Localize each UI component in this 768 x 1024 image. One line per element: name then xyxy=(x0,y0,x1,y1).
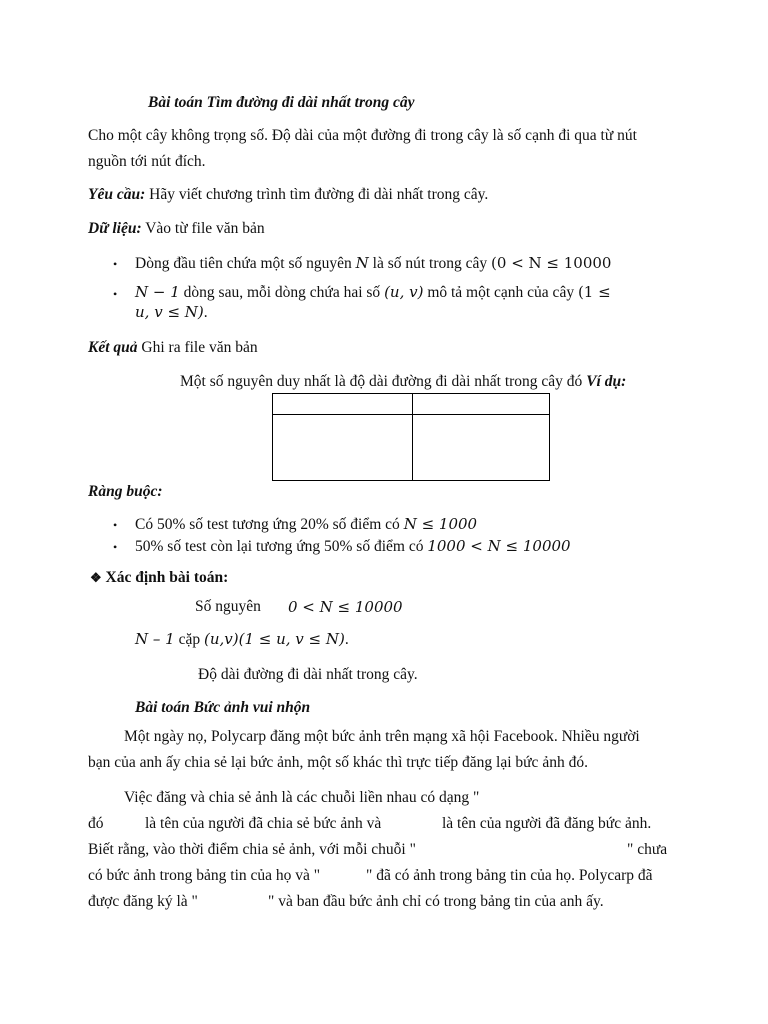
define-input-1-math xyxy=(288,598,403,618)
d2-math1: N – 1 xyxy=(135,630,175,648)
p2-line-5b: " và ban đầu bức ảnh chỉ có trong bảng tin của anh ấy. xyxy=(268,893,604,910)
c2-math: 1000 < N ≤ 10000 xyxy=(427,537,571,555)
problem2-title: Bài toán Bức ảnh vui nhộn xyxy=(135,699,311,716)
intro-line-2: nguồn tới nút đích. xyxy=(88,153,206,170)
define-output: Độ dài đường đi dài nhất trong cây. xyxy=(198,666,418,683)
p2-line-3b: " chưa xyxy=(627,841,668,858)
table-border xyxy=(272,393,550,481)
b1-text2: là số nút trong cây xyxy=(368,255,492,272)
define-label: Xác định bài toán: xyxy=(105,569,229,586)
p1-line-1: Một ngày nọ, Polycarp đăng một bức ảnh trên mạng xã hội Facebook. Nhiều người xyxy=(124,728,640,745)
p2-line-2b: là tên của người đã chia sẻ bức ảnh và xyxy=(145,815,382,832)
table-header-divider xyxy=(272,414,549,415)
problem1-title: Bài toán Tìm đường đi dài nhất trong cây xyxy=(148,94,415,111)
b1-text: Dòng đầu tiên chứa một số nguyên xyxy=(135,255,356,272)
b2-end: . xyxy=(203,304,208,321)
input-data-label: Dữ liệu: xyxy=(88,220,142,237)
input-data-text: Vào từ file văn bản xyxy=(141,220,265,237)
p2-line-5a: được đăng ký là " xyxy=(88,893,198,910)
constraint-2 xyxy=(135,537,571,557)
define-input-1 xyxy=(195,598,261,617)
d2-end: . xyxy=(344,631,349,648)
b2-math2: (u, v) xyxy=(384,283,424,301)
c1-text: Có 50% số test tương ứng 20% số điểm có xyxy=(135,516,404,533)
requirement-label: Yêu cầu: xyxy=(88,186,146,203)
b1-math: (0 < N ≤ 10000 xyxy=(491,254,612,272)
p2-line-2c: là tên của người đã đăng bức ảnh. xyxy=(442,815,652,832)
c1-math: N ≤ 1000 xyxy=(403,515,478,533)
input-bullet-1 xyxy=(135,254,611,274)
result-label: Kết quả xyxy=(88,339,138,356)
define-input-2 xyxy=(135,630,349,650)
b2-math4: u, v ≤ N) xyxy=(135,303,204,321)
intro-line-1: Cho một cây không trọng số. Độ dài của một đường đi trong cây là số cạnh đi qua từ nút xyxy=(88,127,637,144)
result-description xyxy=(180,373,626,392)
p2-line-3a: Biết rằng, vào thời điểm chia sẻ ảnh, với mỗi chuỗi " xyxy=(88,841,416,858)
example-label: Ví dụ: xyxy=(586,373,627,390)
table-column-divider xyxy=(412,393,413,480)
d2-text: cặp xyxy=(178,631,204,648)
d1-math: 0 < N ≤ 10000 xyxy=(288,598,403,616)
requirement xyxy=(88,186,488,205)
p2-line-1: Việc đăng và chia sẻ ảnh là các chuỗi liền nhau có dạng " xyxy=(124,789,480,806)
bullet-icon: • xyxy=(113,257,118,271)
input-bullet-2 xyxy=(135,283,611,303)
p1-line-2: bạn của anh ấy chia sẻ lại bức ảnh, một số khác thì trực tiếp đăng lại bức ảnh đó. xyxy=(88,754,588,771)
b2-text: dòng sau, mỗi dòng chứa hai số xyxy=(179,284,385,301)
constraint-label: Ràng buộc: xyxy=(88,483,163,500)
d1-text: Số nguyên xyxy=(195,598,261,615)
constraint-1 xyxy=(135,515,477,535)
result-desc-text: Một số nguyên duy nhất là độ dài đường đi dài nhất trong cây đó xyxy=(180,373,587,390)
b1-var: N xyxy=(355,254,369,272)
input-bullet-2-cont xyxy=(135,303,208,323)
define-problem xyxy=(90,569,228,588)
requirement-text: Hãy viết chương trình tìm đường đi dài nhất trong cây. xyxy=(145,186,489,203)
bullet-icon: • xyxy=(113,540,118,554)
d2-math2: (u,v)(1 ≤ u, v ≤ N) xyxy=(203,630,345,648)
b2-math3: (1 ≤ xyxy=(577,283,611,301)
bullet-icon: • xyxy=(113,287,118,301)
input-data xyxy=(88,220,265,239)
b2-text2: mô tả một cạnh của cây xyxy=(423,284,578,301)
result xyxy=(88,339,258,358)
bullet-icon: • xyxy=(113,518,118,532)
result-text: Ghi ra file văn bản xyxy=(137,339,258,356)
p2-line-2a: đó xyxy=(88,815,104,832)
p2-line-4a: có bức ảnh trong bảng tin của họ và " xyxy=(88,867,321,884)
b2-math1: N − 1 xyxy=(135,283,180,301)
c2-text: 50% số test còn lại tương ứng 50% số điểm có xyxy=(135,538,428,555)
diamond-bullet-icon: ❖ xyxy=(90,570,102,585)
p2-line-4b: " đã có ảnh trong bảng tin của họ. Polycarp đã xyxy=(366,867,653,884)
